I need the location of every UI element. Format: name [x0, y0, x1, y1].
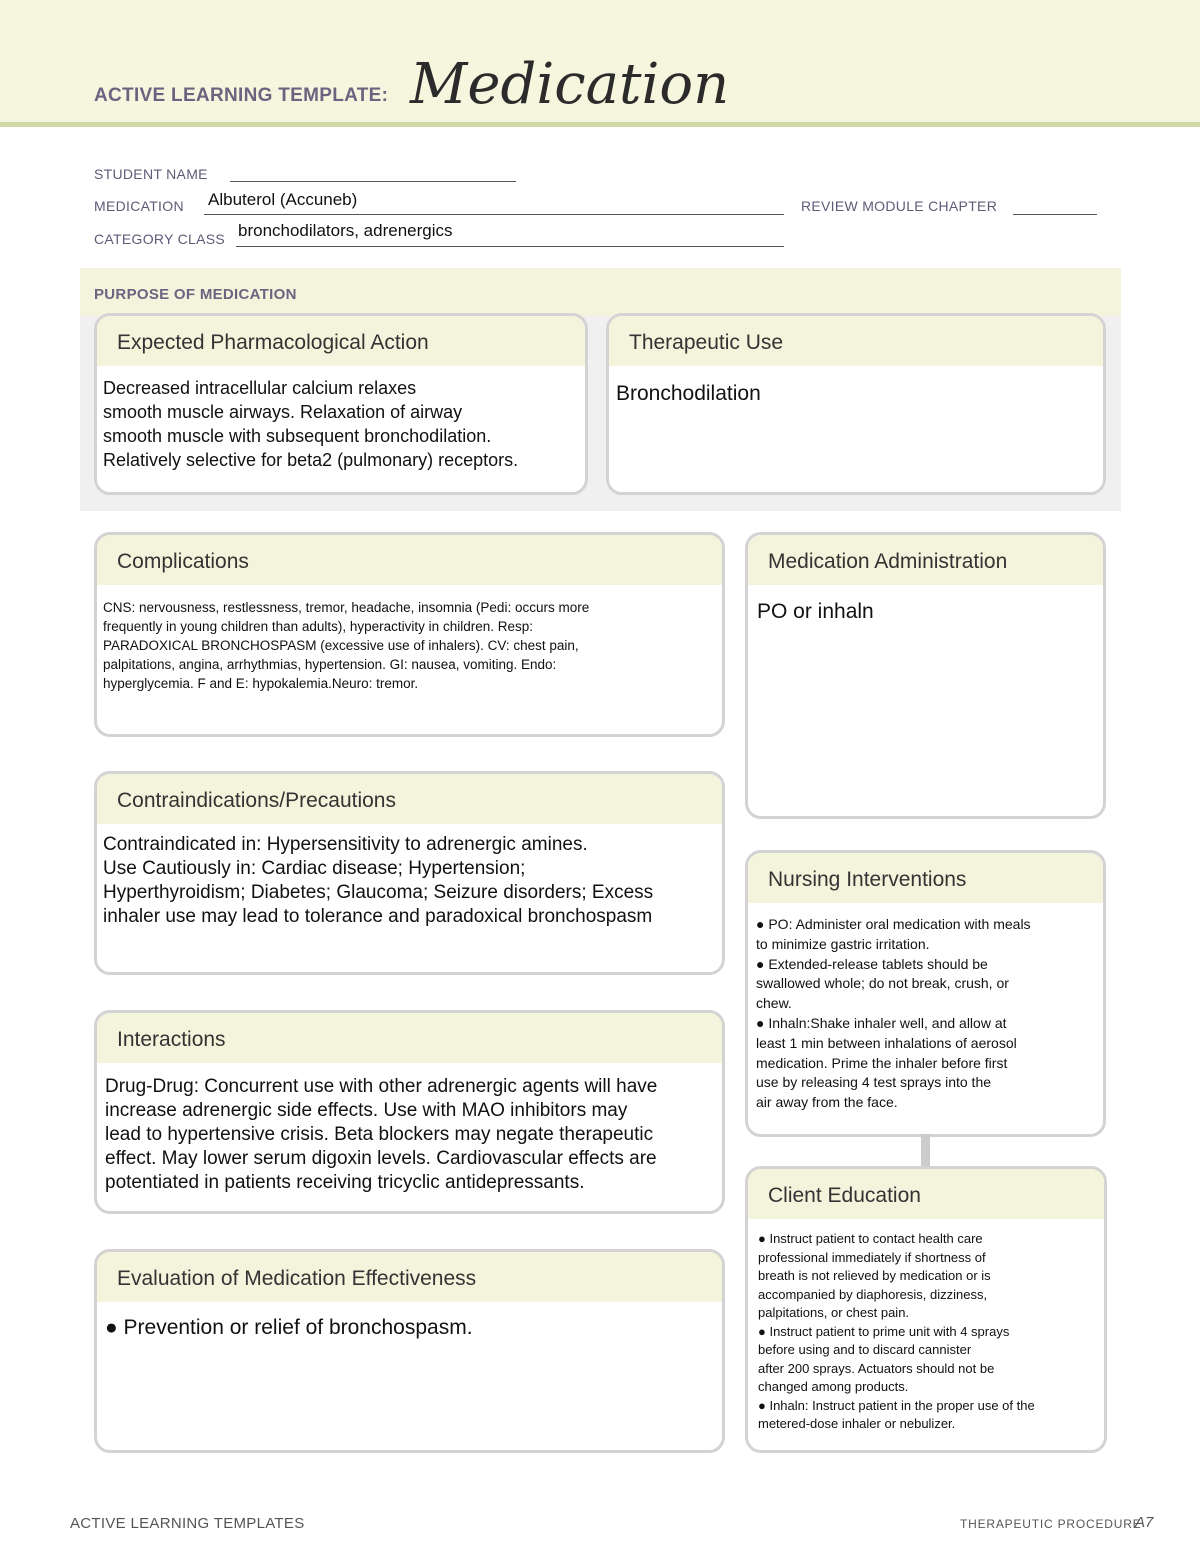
- complications-line: PARADOXICAL BRONCHOSPASM (excessive use of inhalers). CV: chest pain,: [103, 638, 579, 653]
- nursing-line: ● PO: Administer oral medication with meals: [756, 916, 1031, 932]
- therapeutic-use-title: Therapeutic Use: [609, 316, 1103, 366]
- nursing-line: least 1 min between inhalations of aerosol: [756, 1034, 1017, 1051]
- client-education-card: [745, 1166, 1107, 1453]
- review-module-label: REVIEW MODULE CHAPTER: [801, 198, 998, 214]
- footer-right: THERAPEUTIC PROCEDURE: [960, 1517, 1142, 1531]
- client-education-line: after 200 sprays. Actuators should not be: [758, 1360, 995, 1376]
- expected-action-line: Relatively selective for beta2 (pulmonary) receptors.: [103, 450, 519, 470]
- medication-administration-title: Medication Administration: [748, 535, 1103, 585]
- nursing-line: to minimize gastric irritation.: [756, 935, 930, 952]
- page-title: Medication: [410, 52, 730, 117]
- expected-action-line: Decreased intracellular calcium relaxes: [103, 378, 417, 398]
- nursing-interventions-body: [748, 903, 1103, 1113]
- medication-label: MEDICATION: [94, 198, 184, 214]
- medication-administration-text: PO or inhaln: [757, 600, 874, 623]
- contraindications-body: [97, 824, 722, 929]
- contraindications-line: Use Cautiously in: Cardiac disease; Hypertension;: [103, 858, 526, 879]
- contraindications-title: Contraindications/Precautions: [97, 774, 722, 824]
- nursing-interventions-title: Nursing Interventions: [748, 853, 1103, 903]
- client-education-line: metered-dose inhaler or nebulizer.: [758, 1416, 956, 1431]
- template-label: ACTIVE LEARNING TEMPLATE:: [94, 85, 389, 106]
- client-education-body: [748, 1219, 1104, 1434]
- nursing-line: medication. Prime the inhaler before first: [756, 1054, 1008, 1071]
- client-education-line: ● Instruct patient to prime unit with 4 sprays: [758, 1323, 1010, 1339]
- evaluation-title: Evaluation of Medication Effectiveness: [97, 1252, 722, 1302]
- nursing-interventions-card: [745, 850, 1106, 1137]
- complications-line: palpitations, angina, arrhythmias, hypertension. GI: nausea, vomiting. Endo:: [103, 657, 557, 672]
- expected-action-card: [94, 313, 588, 495]
- interactions-line: effect. May lower serum digoxin levels. Cardiovascular effects are: [105, 1148, 657, 1169]
- nursing-line: ● Inhaln:Shake inhaler well, and allow at: [756, 1014, 1007, 1031]
- category-class-field[interactable]: bronchodilators, adrenergics: [238, 221, 453, 240]
- contraindications-card: [94, 771, 725, 975]
- student-name-label: STUDENT NAME: [94, 166, 208, 182]
- category-class-line: [236, 246, 784, 247]
- evaluation-text: ● Prevention or relief of bronchospasm.: [105, 1316, 473, 1339]
- nursing-line: swallowed whole; do not break, crush, or: [756, 975, 1009, 992]
- complications-line: hyperglycemia. F and E: hypokalemia.Neuro: tremor.: [103, 676, 419, 691]
- therapeutic-use-card: [606, 313, 1106, 495]
- contraindications-line: Contraindicated in: Hypersensitivity to adrenergic amines.: [103, 834, 588, 855]
- category-class-label: CATEGORY CLASS: [94, 231, 226, 247]
- client-education-line: changed among products.: [758, 1379, 909, 1394]
- therapeutic-use-text: Bronchodilation: [616, 382, 761, 405]
- expected-action-body: [97, 366, 585, 472]
- interactions-line: Drug-Drug: Concurrent use with other adrenergic agents will have: [105, 1076, 658, 1097]
- client-education-line: palpitations, or chest pain.: [758, 1305, 910, 1320]
- interactions-line: lead to hypertensive crisis. Beta blockers may negate therapeutic: [105, 1124, 654, 1145]
- header-rule: [0, 122, 1200, 127]
- client-education-line: professional immediately if shortness of: [758, 1249, 986, 1265]
- interactions-line: potentiated in patients receiving tricyclic antidepressants.: [105, 1172, 585, 1193]
- nursing-line: use by releasing 4 test sprays into the: [756, 1074, 992, 1091]
- medication-field[interactable]: Albuterol (Accuneb): [208, 190, 358, 209]
- interactions-title: Interactions: [97, 1013, 722, 1063]
- contraindications-line: Hyperthyroidism; Diabetes; Glaucoma; Seizure disorders; Excess: [103, 882, 654, 903]
- student-name-line: [230, 181, 516, 182]
- complications-title: Complications: [97, 535, 722, 585]
- complications-line: frequently in young children than adults), hyperactivity in children. Resp:: [103, 619, 533, 634]
- interactions-body: [97, 1063, 722, 1195]
- nursing-line: chew.: [756, 995, 792, 1012]
- medication-line: [204, 214, 784, 215]
- expected-action-title: Expected Pharmacological Action: [97, 316, 585, 366]
- medication-administration-card: [745, 532, 1106, 819]
- review-module-line: [1013, 214, 1097, 215]
- client-education-line: before using and to discard cannister: [758, 1342, 972, 1357]
- client-education-line: ● Inhaln: Instruct patient in the proper use of the: [758, 1397, 1035, 1413]
- expected-action-line: smooth muscle airways. Relaxation of airway: [103, 402, 463, 422]
- purpose-label: PURPOSE OF MEDICATION: [94, 286, 297, 303]
- complications-card: [94, 532, 725, 737]
- client-education-line: ● Instruct patient to contact health care: [758, 1231, 983, 1246]
- interactions-line: increase adrenergic side effects. Use with MAO inhibitors may: [105, 1100, 628, 1121]
- complications-line: CNS: nervousness, restlessness, tremor, headache, insomnia (Pedi: occurs more: [103, 600, 590, 615]
- client-education-line: accompanied by diaphoresis, dizziness,: [758, 1286, 988, 1302]
- client-education-title: Client Education: [748, 1169, 1104, 1219]
- expected-action-line: smooth muscle with subsequent bronchodilation.: [103, 426, 492, 446]
- footer-left: ACTIVE LEARNING TEMPLATES: [70, 1515, 305, 1532]
- evaluation-card: [94, 1249, 725, 1453]
- nursing-line: ● Extended-release tablets should be: [756, 955, 988, 972]
- complications-body: [97, 585, 722, 693]
- card-connector: [921, 1134, 930, 1166]
- contraindications-line: inhaler use may lead to tolerance and paradoxical bronchospasm: [103, 906, 653, 927]
- page-number: A7: [1135, 1514, 1154, 1531]
- client-education-line: breath is not relieved by medication or is: [758, 1268, 991, 1283]
- interactions-card: [94, 1010, 725, 1214]
- nursing-line: air away from the face.: [756, 1094, 898, 1111]
